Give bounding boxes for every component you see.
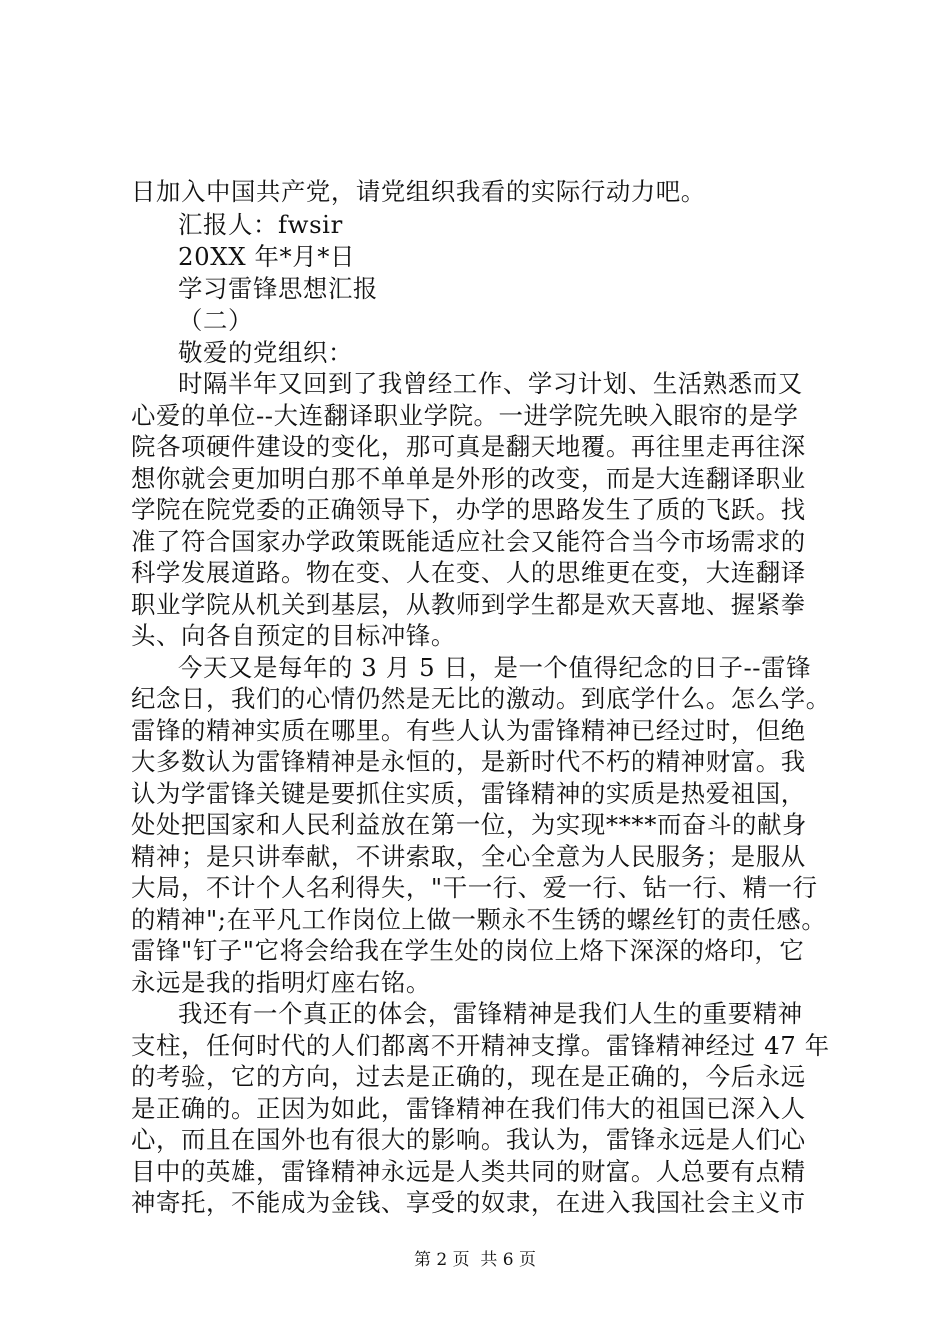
paragraph-line: 精神；是只讲奉献，不讲索取，全心全意为人民服务；是服从 [131, 842, 806, 871]
paragraph-line: 心爱的单位--大连翻译职业学院。一进学院先映入眼帘的是学 [131, 401, 799, 430]
section-number: （二） [178, 306, 253, 335]
paragraph-line: 头、向各自预定的目标冲锋。 [131, 621, 456, 650]
paragraph-line: 永远是我的指明灯座右铭。 [131, 968, 431, 997]
paragraph-line: 大多数认为雷锋精神是永恒的，是新时代不朽的精神财富。我 [131, 747, 806, 776]
paragraph-line: 大局，不计个人名利得失，"干一行、爱一行、钻一行、精一行 [131, 873, 818, 902]
paragraph-line: 我还有一个真正的体会，雷锋精神是我们人生的重要精神 [178, 999, 803, 1028]
paragraph-line: 的考验，它的方向，过去是正确的，现在是正确的，今后永远 [131, 1062, 806, 1091]
paragraph-line: 的精神";在平凡工作岗位上做一颗永不生锈的螺丝钉的责任感。 [131, 905, 827, 934]
paragraph-line: 目中的英雄，雷锋精神永远是人类共同的财富。人总要有点精 [131, 1157, 806, 1186]
date-line: 20XX 年*月*日 [178, 242, 356, 271]
paragraph-line: 雷锋"钉子"它将会给我在学生处的岗位上烙下深深的烙印，它 [131, 936, 805, 965]
paragraph-line: 雷锋的精神实质在哪里。有些人认为雷锋精神已经过时，但绝 [131, 716, 806, 745]
paragraph-line: 今天又是每年的 3 月 5 日，是一个值得纪念的日子--雷锋 [178, 653, 812, 682]
paragraph-line: 认为学雷锋关键是要抓住实质，雷锋精神的实质是热爱祖国， [131, 779, 806, 808]
paragraph-line: 准了符合国家办学政策既能适应社会又能符合当今市场需求的 [131, 527, 806, 556]
paragraph-line: 想你就会更加明白那不单单是外形的改变，而是大连翻译职业 [131, 464, 806, 493]
body-line: 日加入中国共产党，请党组织我看的实际行动力吧。 [131, 177, 706, 206]
paragraph-line: 神寄托，不能成为金钱、享受的奴隶，在进入我国社会主义市 [131, 1188, 806, 1217]
reporter-line: 汇报人：fwsir [178, 210, 343, 239]
paragraph-line: 处处把国家和人民利益放在第一位，为实现****而奋斗的献身 [131, 810, 807, 839]
paragraph-line: 心，而且在国外也有很大的影响。我认为，雷锋永远是人们心 [131, 1125, 806, 1154]
paragraph-line: 科学发展道路。物在变、人在变、人的思维更在变，大连翻译 [131, 558, 806, 587]
salutation: 敬爱的党组织： [178, 338, 353, 367]
paragraph-line: 学院在院党委的正确领导下，办学的思路发生了质的飞跃。找 [131, 495, 806, 524]
paragraph-line: 时隔半年又回到了我曾经工作、学习计划、生活熟悉而又 [178, 369, 803, 398]
paragraph-line: 职业学院从机关到基层，从教师到学生都是欢天喜地、握紧拳 [131, 590, 806, 619]
section-title: 学习雷锋思想汇报 [178, 274, 378, 303]
paragraph-line: 院各项硬件建设的变化，那可真是翻天地覆。再往里走再往深 [131, 432, 806, 461]
paragraph-line: 支柱，任何时代的人们都离不开精神支撑。雷锋精神经过 47 年 [131, 1031, 830, 1060]
paragraph-line: 纪念日，我们的心情仍然是无比的激动。到底学什么。怎么学。 [131, 684, 831, 713]
paragraph-line: 是正确的。正因为如此，雷锋精神在我们伟大的祖国已深入人 [131, 1094, 806, 1123]
page-footer: 第 2 页 共 6 页 [413, 1250, 537, 1270]
